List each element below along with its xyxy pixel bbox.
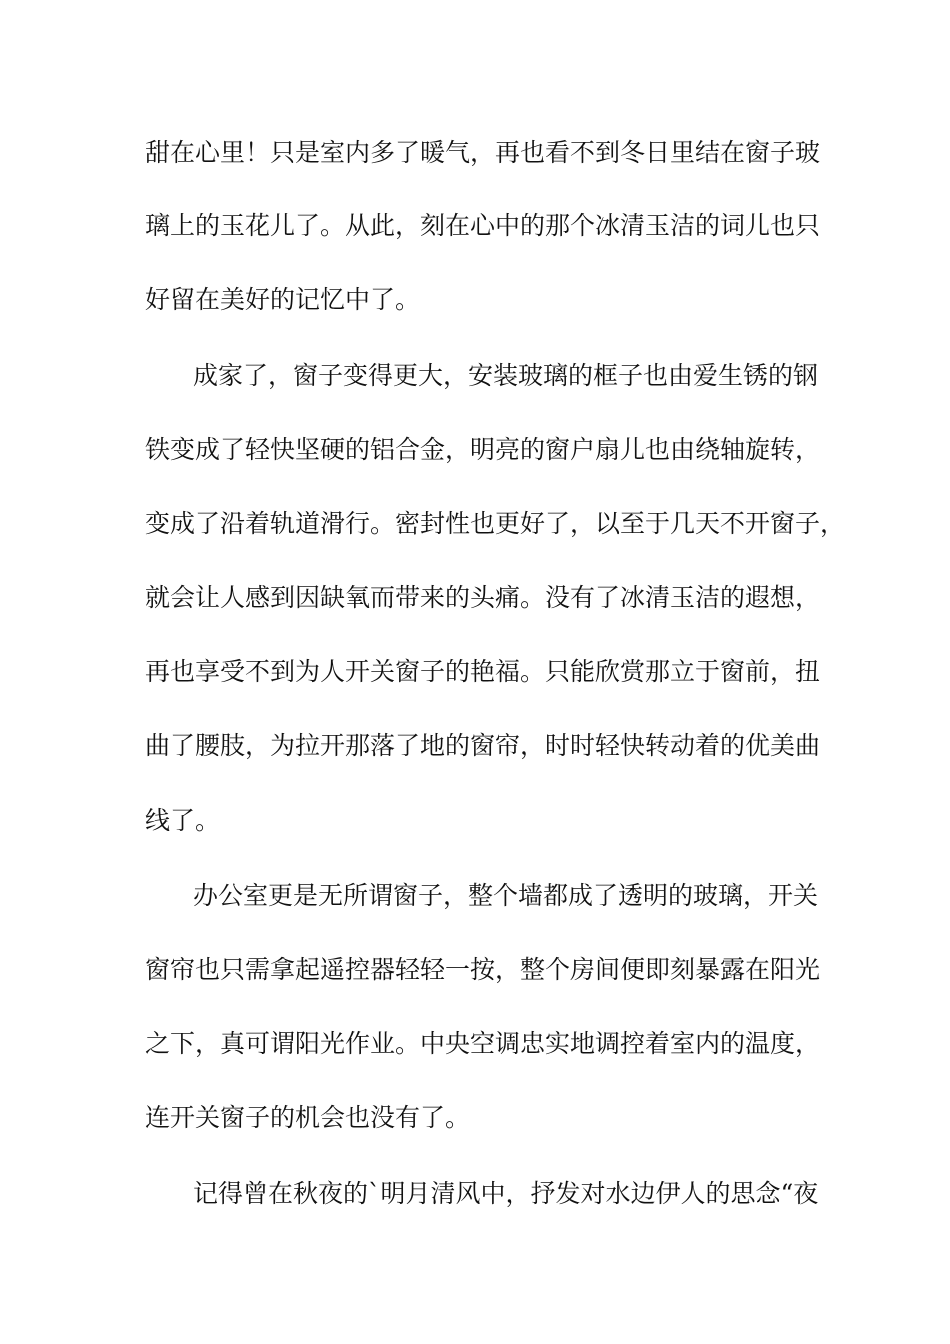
paragraph-2-line-2: 铁变成了轻快坚硬的铝合金，明亮的窗户扇儿也由绕轴旋转， <box>145 435 821 464</box>
text-line-2: 璃上的玉花儿了。从此，刻在心中的那个冰清玉洁的词儿也只 <box>145 211 821 240</box>
paragraph-3-line-2: 窗帘也只需拿起遥控器轻轻一按，整个房间便即刻暴露在阳光 <box>145 955 821 984</box>
paragraph-4-line-1: 记得曾在秋夜的`明月清风中，抒发对水边伊人的思念“夜 <box>193 1179 819 1208</box>
paragraph-3-line-4: 连开关窗子的机会也没有了。 <box>145 1103 471 1132</box>
paragraph-2-line-1: 成家了，窗子变得更大，安装玻璃的框子也由爱生锈的钢 <box>193 361 819 390</box>
text-line-3: 好留在美好的记忆中了。 <box>145 285 421 314</box>
paragraph-2-line-6: 曲了腰肢，为拉开那落了地的窗帘，时时轻快转动着的优美曲 <box>145 731 821 760</box>
text-line-1: 甜在心里！只是室内多了暖气，再也看不到冬日里结在窗子玻 <box>145 138 821 167</box>
paragraph-3-line-1: 办公室更是无所谓窗子，整个墙都成了透明的玻璃，开关 <box>193 881 819 910</box>
paragraph-2-line-4: 就会让人感到因缺氧而带来的头痛。没有了冰清玉洁的遐想， <box>145 583 821 612</box>
paragraph-2-line-7: 线了。 <box>145 806 221 835</box>
paragraph-3-line-3: 之下，真可谓阳光作业。中央空调忠实地调控着室内的温度， <box>145 1029 821 1058</box>
paragraph-2-line-3: 变成了沿着轨道滑行。密封性也更好了，以至于几天不开窗子， <box>145 509 846 538</box>
paragraph-2-line-5: 再也享受不到为人开关窗子的艳福。只能欣赏那立于窗前，扭 <box>145 657 821 686</box>
